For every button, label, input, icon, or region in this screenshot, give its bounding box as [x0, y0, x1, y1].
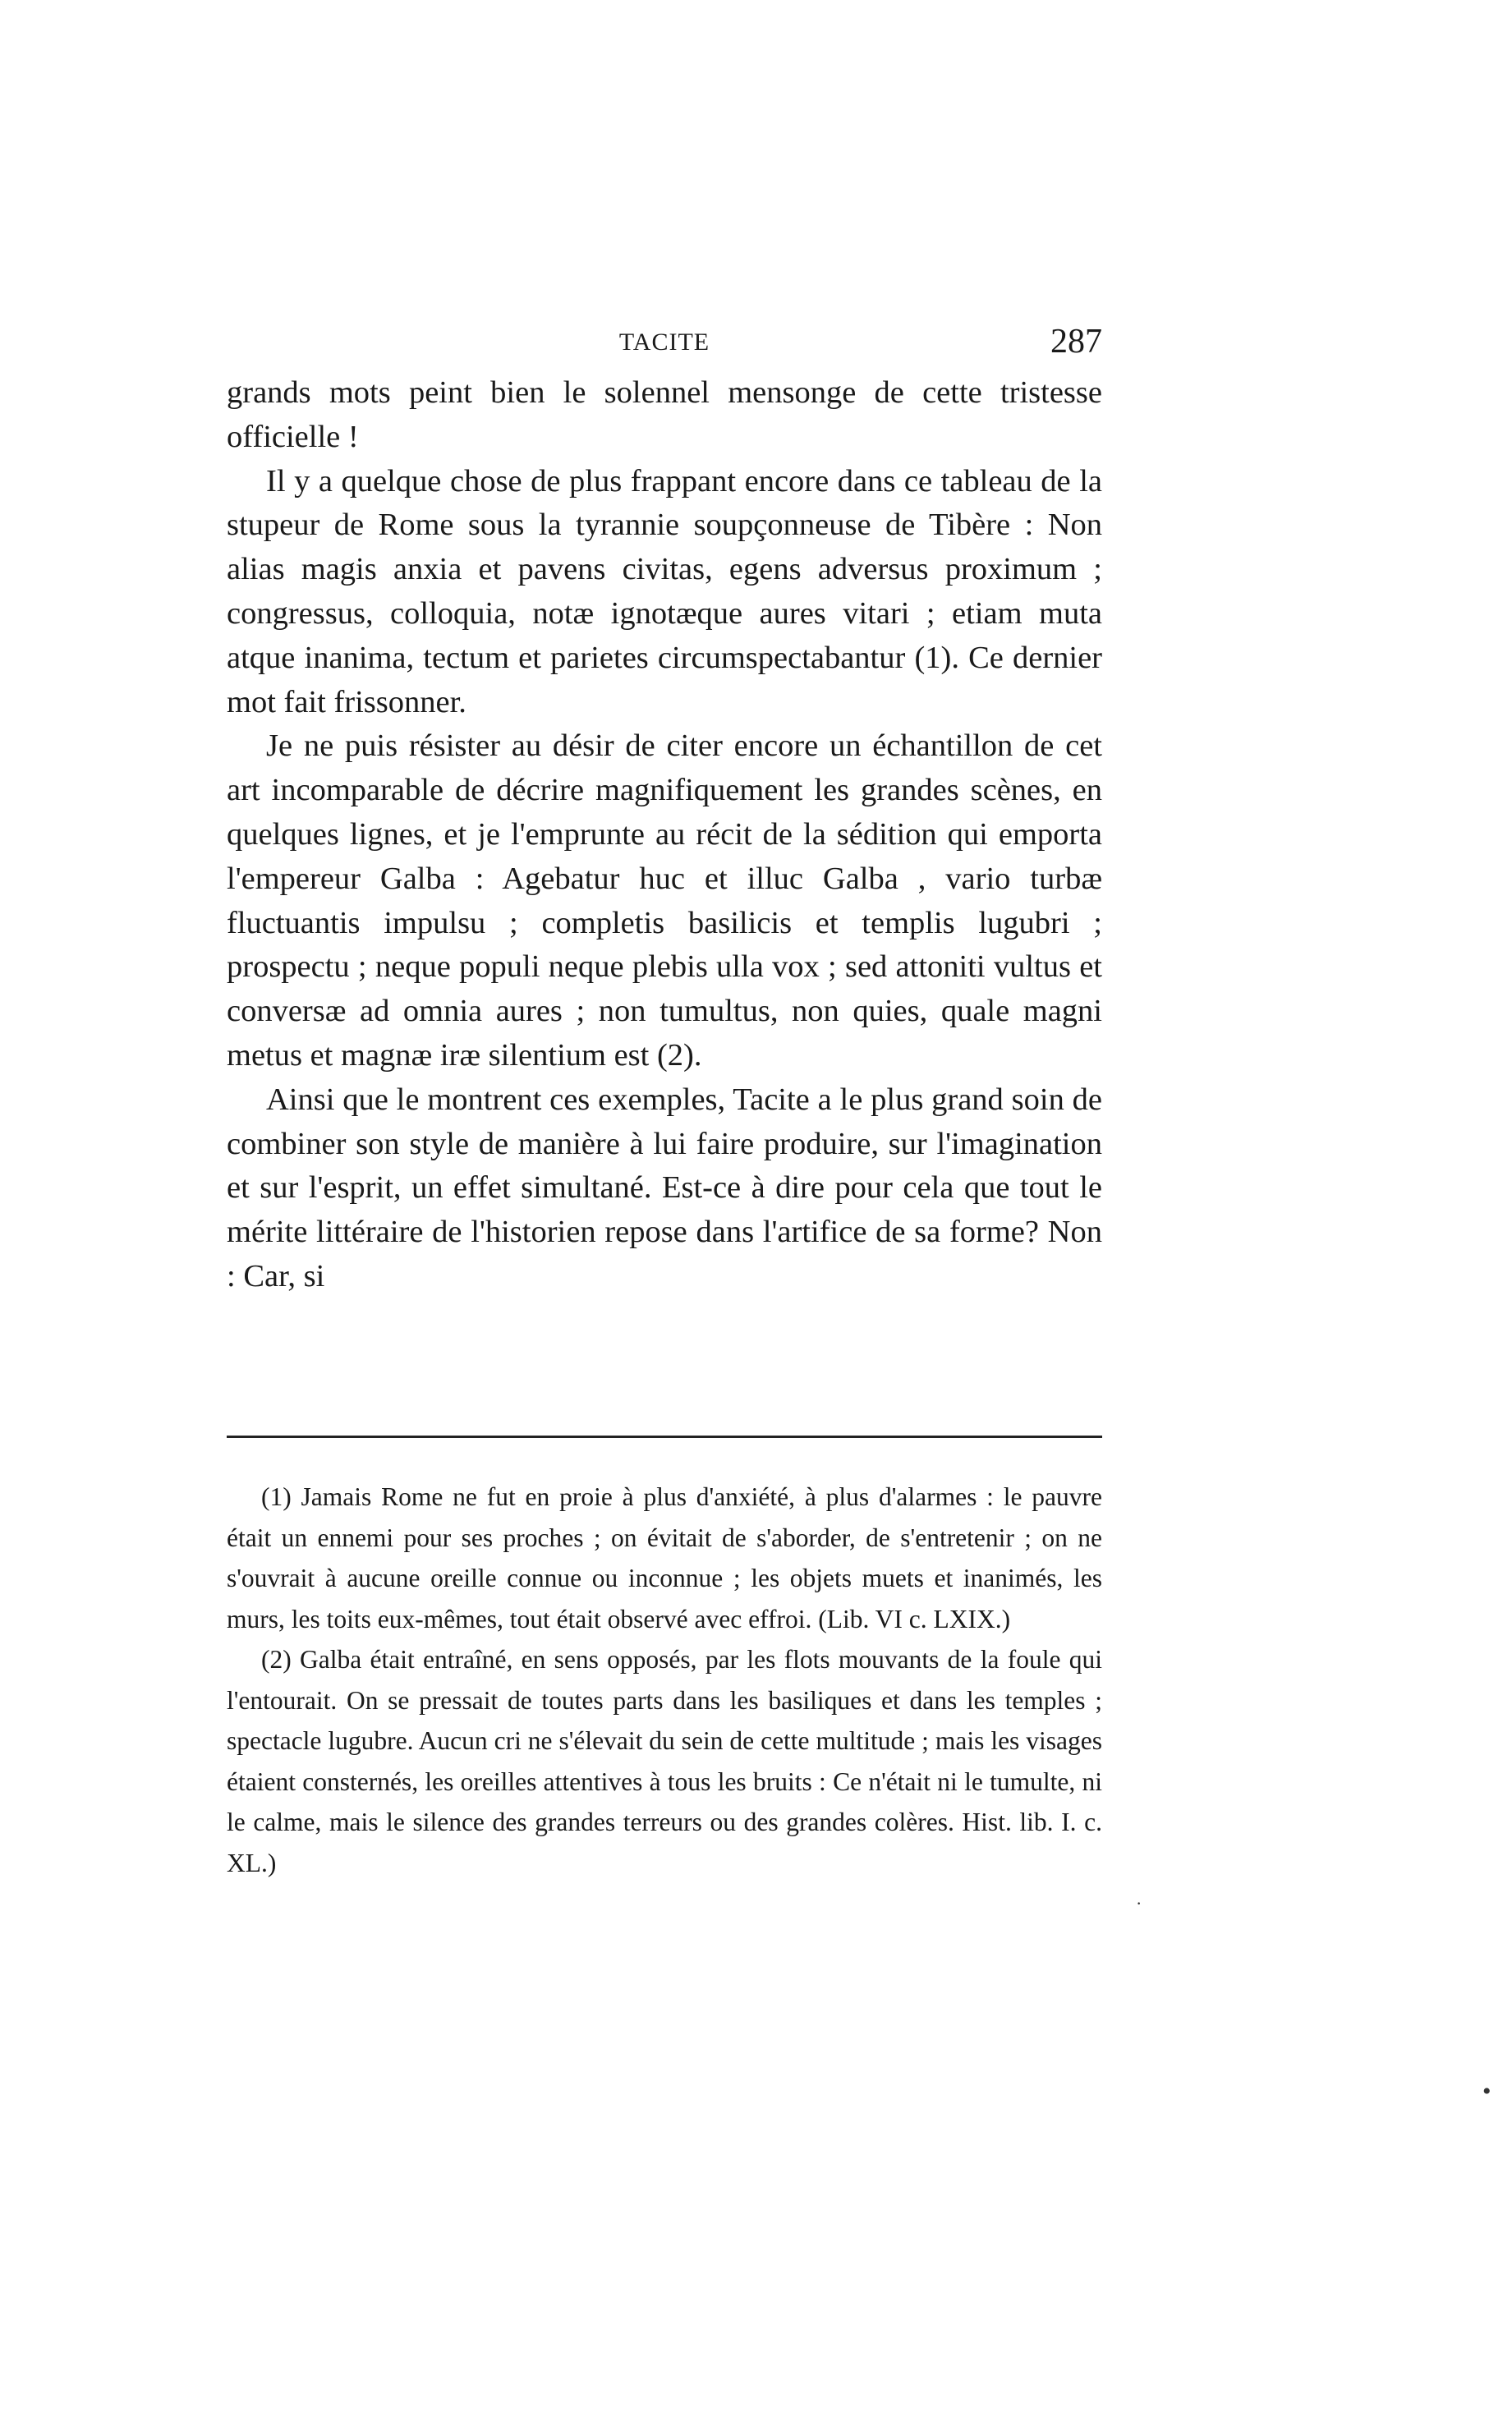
- footnote-separator: [227, 1436, 1102, 1438]
- main-text: [227, 371, 1102, 1299]
- paragraph-4: Ainsi que le montrent ces exemples, Tacite a le plus grand soin de combiner son style de manière à lui faire produire, sur l'imagination et sur l'esprit, un effet simultané. Est-ce à dire pour cela que tout le mérite littéraire de l'historien repose dans l'artifice de sa forme? Non : Car, si: [227, 1082, 1102, 1293]
- paragraph-3: Je ne puis résister au désir de citer encore un échantillon de cet art incomparable de décrire magnifiquement les grandes scènes, en quelques lignes, et je l'emprunte au récit de la sédition qui emporta l'empereur Galba : Agebatur huc et illuc Galba , vario turbæ fluctuantis impulsu ; completis basilicis et templis lugubri ; prospectu ; neque populi neque plebis ulla vox ; sed attoniti vultus et conversæ ad omnia aures ; non tumultus, non quies, quale magni metus et magnæ iræ silentium est (2).: [227, 728, 1102, 1073]
- footnotes: [227, 1477, 1102, 1883]
- footnote-2: (2) Galba était entraîné, en sens opposés, par les flots mouvants de la foule qui l'entourait. On se pressait de toutes parts dans les basiliques et dans les temples ; spectacle lugubre. Aucun cri ne s'élevait du sein de cette multitude ; mais les visages étaient consternés, les oreilles attentives à tous les bruits : Ce n'était ni le tumulte, ni le calme, mais le silence des grandes terreurs ou des grandes colères. Hist. lib. I. c. XL.): [227, 1645, 1102, 1877]
- footnote-1: (1) Jamais Rome ne fut en proie à plus d'anxiété, à plus d'alarmes : le pauvre était un ennemi pour ses proches ; on évitait de s'aborder, de s'entretenir ; on ne s'ouvrait à aucune oreille connue ou inconnue ; les objets muets et inanimés, les murs, les toits eux-mêmes, tout était observé avec effroi. (Lib. VI c. LXIX.): [227, 1482, 1102, 1633]
- ink-speck: •: [1482, 2078, 1491, 2105]
- page-header: [227, 322, 1102, 368]
- paragraph-2: Il y a quelque chose de plus frappant encore dans ce tableau de la stupeur de Rome sous la tyrannie soupçonneuse de Tibère : Non alias magis anxia et pavens civitas, egens adversus proximum ; congressus, colloquia, notæ ignotæque aures vitari ; etiam muta atque inanima, tectum et parietes circumspectabantur (1). Ce dernier mot fait frissonner.: [227, 463, 1102, 719]
- paragraph-1: grands mots peint bien le solennel mensonge de cette tristesse officielle !: [227, 375, 1102, 454]
- ink-speck: ·: [1136, 1893, 1142, 1914]
- running-title: TACITE: [618, 328, 710, 356]
- page-number: 287: [1050, 323, 1102, 361]
